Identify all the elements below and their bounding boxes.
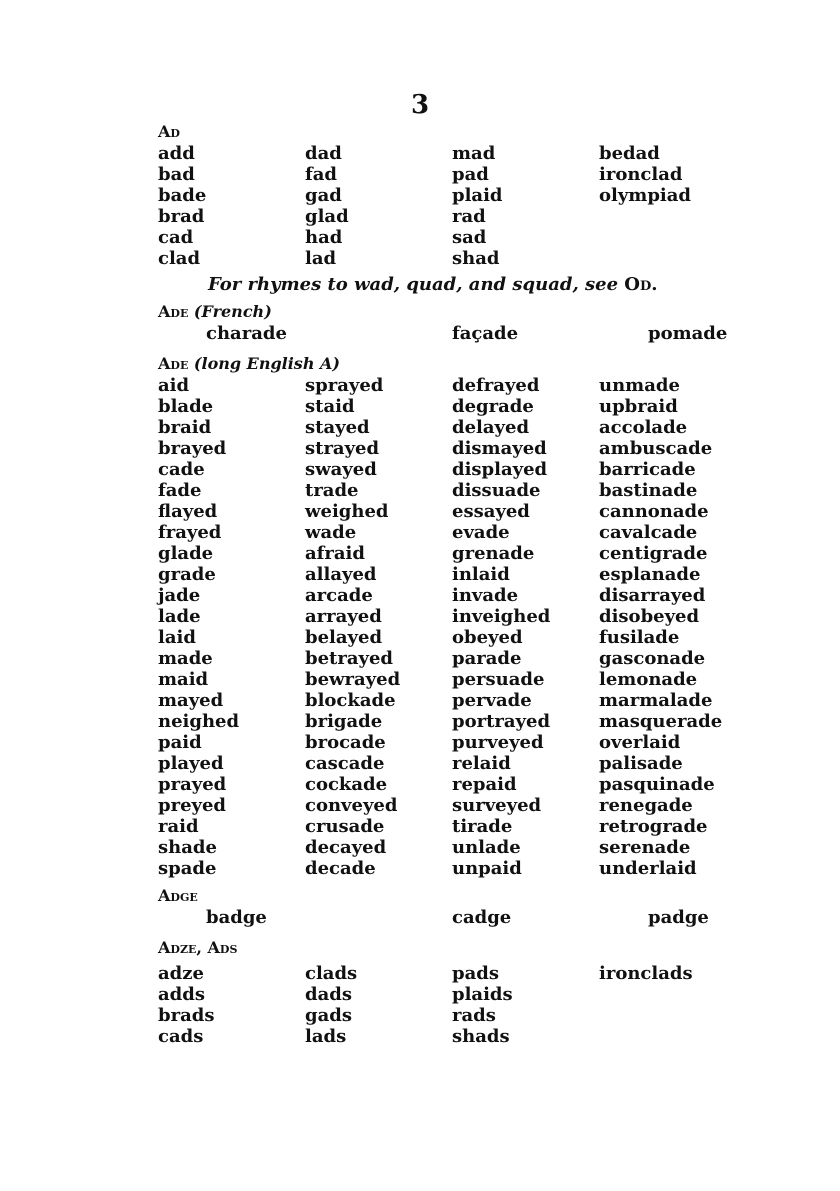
rhyme-word: cascade bbox=[305, 753, 385, 774]
rhyme-word: serenade bbox=[599, 837, 691, 858]
rhyme-word: grenade bbox=[452, 543, 535, 564]
rhyme-word: cannonade bbox=[599, 501, 709, 522]
rhyme-word: belayed bbox=[305, 627, 383, 648]
rhyme-word: aid bbox=[158, 375, 190, 396]
rhyme-word: shads bbox=[452, 1026, 510, 1047]
rhyme-word: unpaid bbox=[452, 858, 522, 879]
rhyme-word: arcade bbox=[305, 585, 373, 606]
section-adze-ads bbox=[158, 937, 758, 1047]
rhyme-word: relaid bbox=[452, 753, 511, 774]
rhyme-word: tirade bbox=[452, 816, 513, 837]
heading-rhyme: Adze, Ads bbox=[158, 938, 238, 957]
rhyme-word: frayed bbox=[158, 522, 222, 543]
rhyme-word: invade bbox=[452, 585, 519, 606]
rhyme-word: add bbox=[158, 143, 195, 164]
rhyme-word: pomade bbox=[648, 323, 728, 344]
word-column bbox=[452, 963, 599, 1047]
rhyme-word: wade bbox=[305, 522, 357, 543]
rhyme-word: renegade bbox=[599, 795, 693, 816]
rhyme-word: rad bbox=[452, 206, 486, 227]
rhyme-word: preyed bbox=[158, 795, 227, 816]
rhyme-word: retrograde bbox=[599, 816, 708, 837]
rhyme-word: lads bbox=[305, 1026, 347, 1047]
rhyme-word: plaids bbox=[452, 984, 513, 1005]
rhyme-word: disarrayed bbox=[599, 585, 706, 606]
rhyme-word: dad bbox=[305, 143, 342, 164]
rhyme-word: arrayed bbox=[305, 606, 382, 627]
heading-rhyme: Adge bbox=[158, 886, 198, 905]
rhyme-word: disobeyed bbox=[599, 606, 700, 627]
section-ad bbox=[158, 121, 758, 269]
rhyme-word: brayed bbox=[158, 438, 227, 459]
section-ade-english bbox=[158, 353, 758, 879]
section-heading bbox=[158, 885, 758, 907]
rhyme-word: stayed bbox=[305, 417, 370, 438]
rhyme-word: unmade bbox=[599, 375, 680, 396]
rhyme-word: shad bbox=[452, 248, 500, 269]
cross-reference bbox=[158, 269, 758, 301]
word-row bbox=[158, 907, 758, 929]
word-column bbox=[305, 143, 452, 269]
rhyme-word: mayed bbox=[158, 690, 224, 711]
page-number: 3 bbox=[410, 90, 430, 120]
section-heading bbox=[158, 121, 758, 143]
rhyme-word: crusade bbox=[305, 816, 385, 837]
rhyme-word: made bbox=[158, 648, 213, 669]
rhyme-word: maid bbox=[158, 669, 209, 690]
rhyme-word: displayed bbox=[452, 459, 548, 480]
rhyme-word: upbraid bbox=[599, 396, 678, 417]
rhyme-word: cad bbox=[158, 227, 194, 248]
rhyme-word: had bbox=[305, 227, 343, 248]
rhyme-word: padge bbox=[648, 907, 709, 928]
rhyme-word: pads bbox=[452, 963, 499, 984]
rhyme-word: parade bbox=[452, 648, 522, 669]
rhyme-word: unlade bbox=[452, 837, 521, 858]
rhyme-word: surveyed bbox=[452, 795, 542, 816]
cross-reference-text: For rhymes to wad, quad, and squad, see bbox=[208, 274, 625, 295]
rhyme-word: portrayed bbox=[452, 711, 551, 732]
rhyme-word: façade bbox=[452, 323, 519, 344]
rhyme-word: palisade bbox=[599, 753, 683, 774]
rhyme-word: glad bbox=[305, 206, 349, 227]
rhyme-word: jade bbox=[158, 585, 201, 606]
rhyme-word: clads bbox=[305, 963, 358, 984]
rhyme-word: betrayed bbox=[305, 648, 393, 669]
rhyme-word: bewrayed bbox=[305, 669, 401, 690]
rhyme-word: laid bbox=[158, 627, 196, 648]
rhyme-word: shade bbox=[158, 837, 217, 858]
rhyme-word: spade bbox=[158, 858, 217, 879]
rhyme-word: underlaid bbox=[599, 858, 697, 879]
rhyme-word: plaid bbox=[452, 185, 503, 206]
rhyme-word: lad bbox=[305, 248, 337, 269]
rhyme-word: lade bbox=[158, 606, 201, 627]
rhyme-word: charade bbox=[206, 323, 287, 344]
rhyme-word: fad bbox=[305, 164, 337, 185]
word-columns bbox=[158, 143, 758, 269]
word-column bbox=[452, 375, 599, 879]
rhyme-word: bade bbox=[158, 185, 207, 206]
rhyme-word: weighed bbox=[305, 501, 389, 522]
section-heading bbox=[158, 301, 758, 323]
rhyme-word: swayed bbox=[305, 459, 377, 480]
rhyme-word: braid bbox=[158, 417, 212, 438]
word-column bbox=[158, 963, 305, 1047]
rhyme-word: sad bbox=[452, 227, 487, 248]
heading-note: (French) bbox=[193, 302, 272, 321]
rhyme-word: ironclad bbox=[599, 164, 683, 185]
rhyme-word: afraid bbox=[305, 543, 365, 564]
rhyme-word: raid bbox=[158, 816, 199, 837]
rhyme-word: inlaid bbox=[452, 564, 510, 585]
rhyme-word: repaid bbox=[452, 774, 517, 795]
rhyme-word: staid bbox=[305, 396, 355, 417]
rhyme-word: sprayed bbox=[305, 375, 384, 396]
rhyme-word: gasconade bbox=[599, 648, 706, 669]
rhyme-word: adze bbox=[158, 963, 204, 984]
heading-note: (long English A) bbox=[193, 354, 340, 373]
rhyme-word: mad bbox=[452, 143, 496, 164]
rhyme-word: fade bbox=[158, 480, 202, 501]
rhyme-word: allayed bbox=[305, 564, 377, 585]
rhyme-word: purveyed bbox=[452, 732, 544, 753]
rhyme-word: rads bbox=[452, 1005, 496, 1026]
word-row bbox=[158, 323, 758, 345]
rhyme-word: paid bbox=[158, 732, 202, 753]
rhyme-word: badge bbox=[206, 907, 267, 928]
rhyme-word: cadge bbox=[452, 907, 512, 928]
rhyme-word: barricade bbox=[599, 459, 696, 480]
rhyme-word: cavalcade bbox=[599, 522, 698, 543]
rhyme-word: ironclads bbox=[599, 963, 693, 984]
rhyme-word: bad bbox=[158, 164, 195, 185]
rhyme-word: evade bbox=[452, 522, 510, 543]
heading-rhyme: Ade bbox=[158, 354, 189, 373]
rhyme-word: overlaid bbox=[599, 732, 681, 753]
rhyme-word: glade bbox=[158, 543, 214, 564]
rhyme-word: conveyed bbox=[305, 795, 398, 816]
rhyme-word: olympiad bbox=[599, 185, 692, 206]
rhyme-word: grade bbox=[158, 564, 216, 585]
rhyme-word: dads bbox=[305, 984, 352, 1005]
word-columns bbox=[158, 375, 758, 879]
word-column bbox=[158, 375, 305, 879]
rhyme-word: decade bbox=[305, 858, 376, 879]
rhyme-word: played bbox=[158, 753, 224, 774]
rhyme-word: prayed bbox=[158, 774, 227, 795]
rhyme-word: degrade bbox=[452, 396, 534, 417]
rhyme-word: marmalade bbox=[599, 690, 713, 711]
section-heading bbox=[158, 353, 758, 375]
rhyme-list bbox=[158, 121, 758, 1047]
word-columns bbox=[158, 963, 758, 1047]
word-column bbox=[158, 143, 305, 269]
rhyme-word: blade bbox=[158, 396, 214, 417]
rhyme-word: cockade bbox=[305, 774, 388, 795]
rhyme-word: clad bbox=[158, 248, 201, 269]
rhyme-word: brads bbox=[158, 1005, 215, 1026]
word-column bbox=[599, 143, 758, 269]
rhyme-word: persuade bbox=[452, 669, 545, 690]
cross-reference-target: Od. bbox=[624, 274, 658, 295]
rhyme-word: essayed bbox=[452, 501, 530, 522]
rhyme-word: bedad bbox=[599, 143, 660, 164]
rhyme-word: strayed bbox=[305, 438, 380, 459]
rhyme-word: esplanade bbox=[599, 564, 701, 585]
rhyme-word: pad bbox=[452, 164, 489, 185]
rhyme-word: cade bbox=[158, 459, 205, 480]
rhyme-word: trade bbox=[305, 480, 359, 501]
rhyme-word: lemonade bbox=[599, 669, 698, 690]
rhyme-word: gads bbox=[305, 1005, 352, 1026]
rhyme-word: bastinade bbox=[599, 480, 698, 501]
word-column bbox=[599, 963, 758, 1047]
rhyme-word: accolade bbox=[599, 417, 688, 438]
rhyme-word: fusilade bbox=[599, 627, 680, 648]
rhyme-word: ambuscade bbox=[599, 438, 713, 459]
rhyme-word: blockade bbox=[305, 690, 396, 711]
rhyme-word: inveighed bbox=[452, 606, 551, 627]
section-ade-french bbox=[158, 301, 758, 345]
rhyme-word: brigade bbox=[305, 711, 383, 732]
rhyme-word: brad bbox=[158, 206, 205, 227]
rhyme-word: pasquinade bbox=[599, 774, 715, 795]
word-column bbox=[305, 963, 452, 1047]
rhyme-word: flayed bbox=[158, 501, 218, 522]
section-heading bbox=[158, 937, 758, 959]
rhyme-word: defrayed bbox=[452, 375, 540, 396]
rhyme-word: dissuade bbox=[452, 480, 541, 501]
rhyme-word: adds bbox=[158, 984, 205, 1005]
rhyme-word: cads bbox=[158, 1026, 204, 1047]
word-column bbox=[452, 143, 599, 269]
section-adge bbox=[158, 885, 758, 929]
word-column bbox=[305, 375, 452, 879]
rhyme-word: neighed bbox=[158, 711, 240, 732]
rhyme-word: centigrade bbox=[599, 543, 708, 564]
rhyme-word: obeyed bbox=[452, 627, 523, 648]
rhyme-word: delayed bbox=[452, 417, 530, 438]
word-column bbox=[599, 375, 758, 879]
rhyme-word: dismayed bbox=[452, 438, 547, 459]
heading-rhyme: Ade bbox=[158, 302, 189, 321]
heading-rhyme: Ad bbox=[158, 122, 180, 141]
rhyme-word: decayed bbox=[305, 837, 387, 858]
rhyme-word: brocade bbox=[305, 732, 386, 753]
rhyme-word: pervade bbox=[452, 690, 532, 711]
rhyme-word: masquerade bbox=[599, 711, 723, 732]
rhyme-word: gad bbox=[305, 185, 342, 206]
